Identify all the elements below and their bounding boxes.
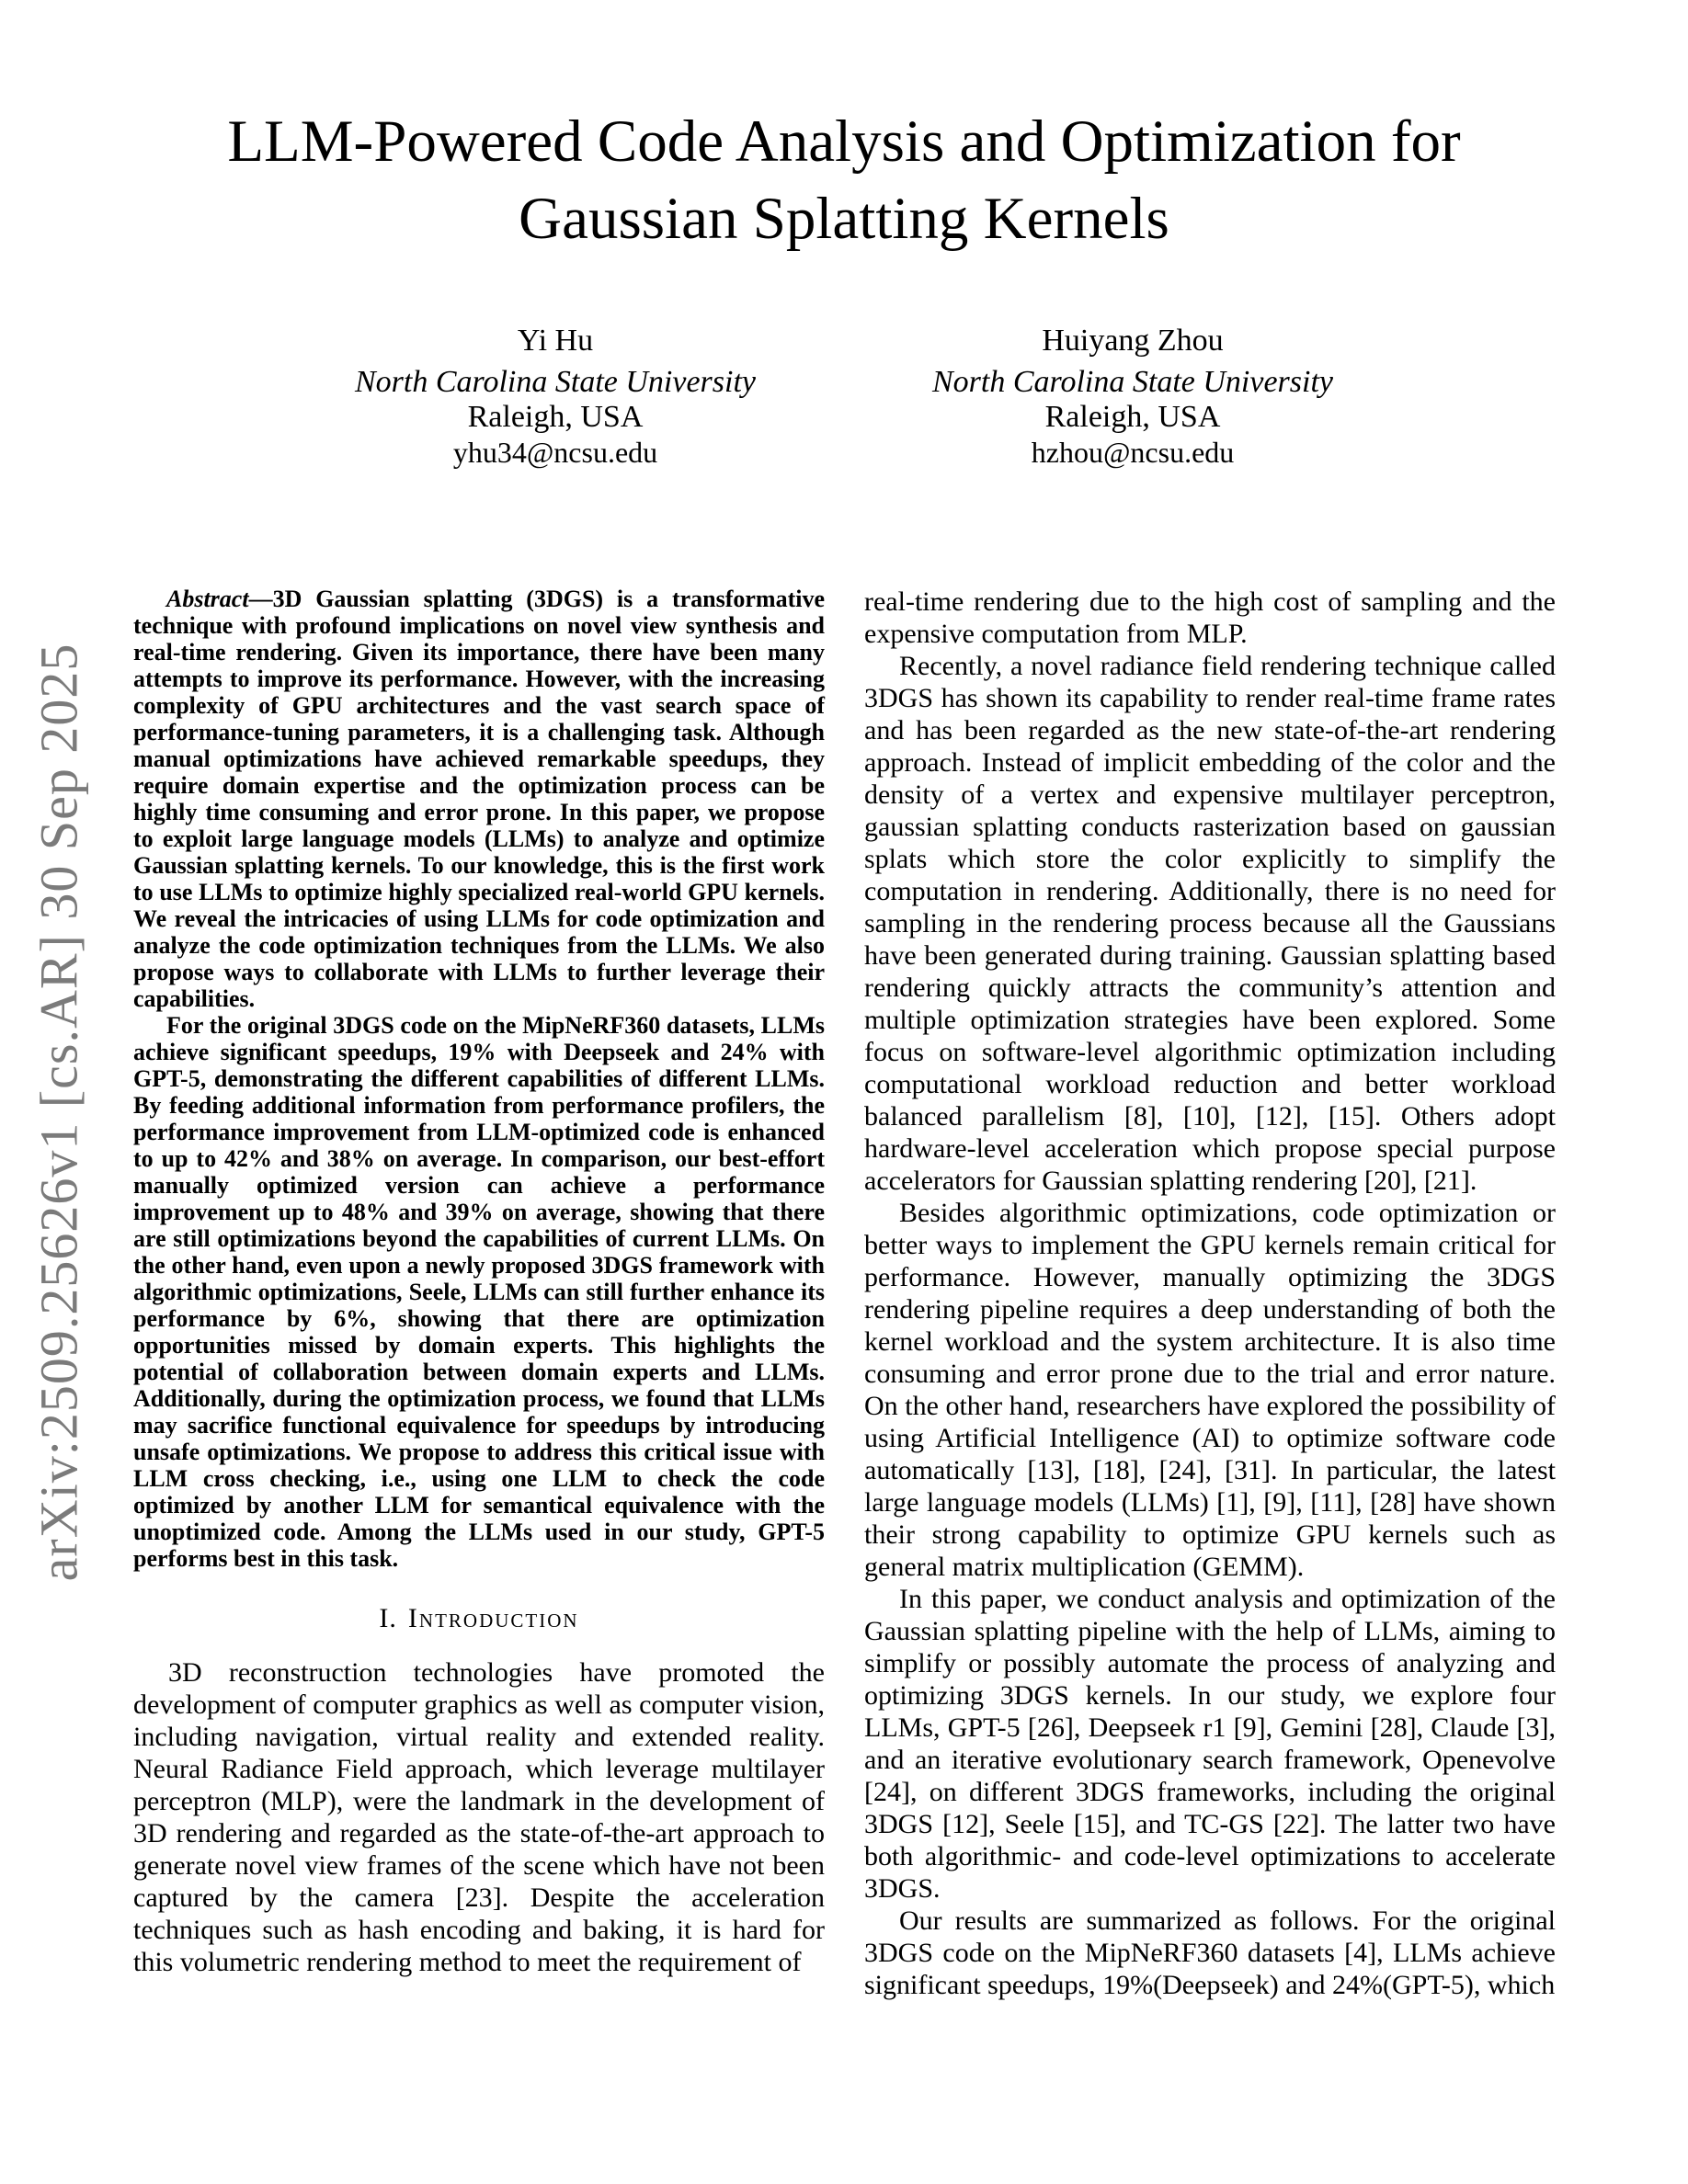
author-2-city: Raleigh, USA: [1044, 400, 1221, 434]
abstract-lead-in: Abstract: [166, 586, 249, 612]
left-column: [133, 586, 825, 1978]
intro-paragraph-3: Besides algorithmic optimizations, code optimization or better ways to implement the GPU kernels remain critical for performance. However, manually optimizing the 3DGS rendering pipeline requires a deep understanding of both the kernel workload and the system architecture. It is also time consuming and error prone due to the trial and error nature. On the other hand, researchers have explored the possibility of using Artificial Intelligence (AI) to optimize software code automatically [13], [18], [24], [31]. In particular, the latest large language models (LLMs) [1], [9], [11], [28] have shown their strong capability to optimize GPU kernels such as general matrix multiplication (GEMM).: [864, 1198, 1556, 1582]
abstract-paragraph-2: For the original 3DGS code on the MipNeRF360 datasets, LLMs achieve significant speedups, 19% with Deepseek and 24% with GPT-5, demonstrating the different capabilities of different LLMs. By feeding additional information from performance profilers, the performance improvement from LLM-optimized code is enhanced to up to 42% and 38% on average. In comparison, our best-effort manually optimized version can achieve a performance improvement up to 48% and 39% on average, showing that there are still optimizations beyond the capabilities of current LLMs. On the other hand, even upon a newly proposed 3DGS framework with algorithmic optimizations, Seele, LLMs can still further enhance its performance by 6%, showing that there are optimization opportunities missed by domain experts. This highlights the potential of collaboration between domain experts and LLMs. Additionally, during the optimization process, we found that LLMs may sacrifice functional equivalence for speedups by introducing unsafe optimizations. We propose to address this critical issue with LLM cross checking, i.e., using one LLM to check the code optimized by another LLM for semantical equivalence with the unoptimized code. Among the LLMs used in our study, GPT-5 performs best in this task.: [133, 1012, 825, 1572]
arxiv-watermark: arXiv:2509.25626v1 [cs.AR] 30 Sep 2025: [29, 643, 89, 1582]
abstract-paragraph-1: [133, 586, 825, 1012]
author-2-email: hzhou@ncsu.edu: [1031, 436, 1235, 469]
author-1-name: Yi Hu: [517, 324, 594, 358]
right-column: [864, 586, 1556, 2001]
author-2-name: Huiyang Zhou: [1042, 324, 1224, 358]
intro-paragraph-2: Recently, a novel radiance field rendering technique called 3DGS has shown its capability to render real-time frame rates and has been regarded as the new state-of-the-art rendering approach. Instead of implicit embedding of the color and the density of a vertex and expensive multilayer perceptron, gaussian splatting conducts rasterization based on gaussian splats which store the color explicitly to simplify the computation in rendering. Additionally, there is no need for sampling in the rendering process because all the Gaussians have been generated during training. Gaussian splatting based rendering quickly attracts the community’s attention and multiple optimization strategies have been explored. Some focus on software-level algorithmic optimization including computational workload reduction and better workload balanced parallelism [8], [10], [12], [15]. Others adopt hardware-level acceleration which propose special purpose accelerators for Gaussian splatting rendering [20], [21].: [864, 651, 1556, 1196]
author-block-2: [848, 324, 1418, 470]
intro-paragraph-4: In this paper, we conduct analysis and optimization of the Gaussian splatting pipeline with the help of LLMs, aiming to simplify or possibly automate the process of analyzing and optimizing 3DGS kernels. In our study, we explore four LLMs, GPT-5 [26], Deepseek r1 [9], Gemini [28], Claude [3], and an iterative evolutionary search framework, Openevolve [24], on different 3DGS frameworks, including the original 3DGS [12], Seele [15], and TC-GS [22]. The latter two have both algorithmic- and code-level optimizations to accelerate 3DGS.: [864, 1584, 1556, 1904]
author-2-affiliation: North Carolina State University: [931, 365, 1333, 399]
author-block-1: [270, 324, 840, 470]
intro-paragraph-5: Our results are summarized as follows. For the original 3DGS code on the MipNeRF360 datasets [4], LLMs achieve significant speedups, 19%(Deepseek) and 24%(GPT-5), which: [864, 1905, 1556, 2000]
author-1-city: Raleigh, USA: [467, 400, 644, 434]
paper-title: [0, 103, 1688, 257]
intro-paragraph-1-left: 3D reconstruction technologies have promoted the development of computer graphics as well as computer vision, including navigation, virtual reality and extended reality. Neural Radiance Field approach, which leverage multilayer perceptron (MLP), were the landmark in the development of 3D rendering and regarded as the state-of-the-art approach to generate novel view frames of the scene which have not been captured by the camera [23]. Despite the acceleration techniques such as hash encoding and baking, it is hard for this volumetric rendering method to meet the requirement of: [133, 1657, 825, 1977]
section-heading-introduction: [133, 1603, 825, 1634]
paper-title-line-2: Gaussian Splatting Kernels: [519, 186, 1169, 252]
author-1-email: yhu34@ncsu.edu: [452, 436, 658, 469]
author-1-affiliation: North Carolina State University: [354, 365, 756, 399]
paper-title-line-1: LLM-Powered Code Analysis and Optimization for: [227, 108, 1461, 175]
section-title: Introduction: [407, 1603, 579, 1633]
intro-paragraph-1-continuation: real-time rendering due to the high cost of sampling and the expensive computation from MLP.: [864, 586, 1556, 649]
abstract-paragraph-1-text: —3D Gaussian splatting (3DGS) is a transformative technique with profound implications on novel view synthesis and real-time rendering. Given its importance, there have been many attempts to improve its performance. However, with the increasing complexity of GPU architectures and the vast search space of performance-tuning parameters, it is a challenging task. Although manual optimizations have achieved remarkable speedups, they require domain expertise and the optimization process can be highly time consuming and error prone. In this paper, we propose to exploit large language models (LLMs) to analyze and optimize Gaussian splatting kernels. To our knowledge, this is the first work to use LLMs to optimize highly specialized real-world GPU kernels. We reveal the intricacies of using LLMs for code optimization and analyze the code optimization techniques from the LLMs. We also propose ways to collaborate with LLMs to further leverage their capabilities.: [133, 586, 825, 1012]
section-number: I.: [379, 1603, 397, 1633]
